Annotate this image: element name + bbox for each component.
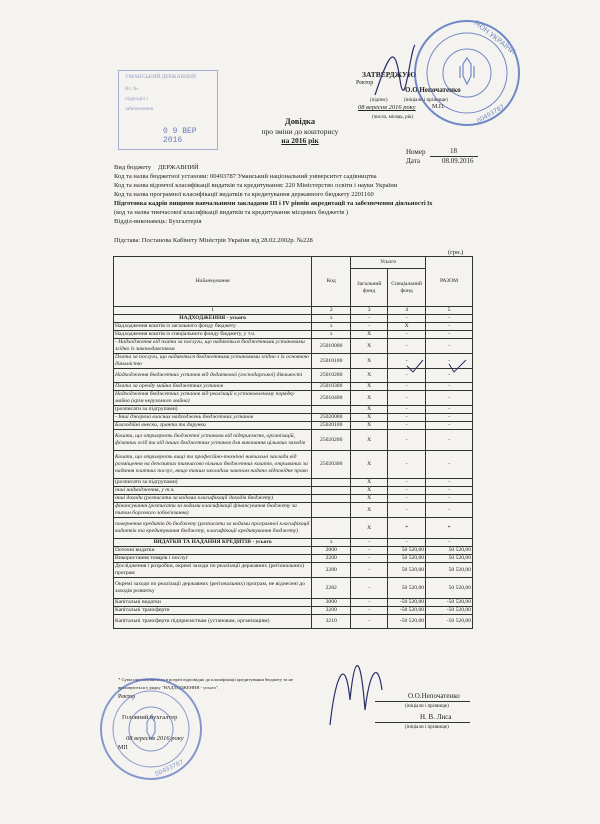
table-row <box>114 414 473 422</box>
row-name: Надходження коштів із загального фонду бюджету <box>114 323 312 331</box>
received-stamp-line: підрозділ з <box>125 97 149 102</box>
table-row <box>114 323 473 331</box>
row-special: - <box>388 422 426 430</box>
table-row <box>114 518 473 539</box>
row-special: 50 520,00 <box>388 555 426 563</box>
doc-year: на 2016 рік <box>281 136 319 145</box>
row-total: - <box>426 539 473 547</box>
table-row <box>114 315 473 323</box>
budget-label: Вид бюджету <box>114 164 152 171</box>
row-code: 25020100 <box>312 422 351 430</box>
official-seal-top <box>412 18 522 128</box>
approval-date: 08 вересня 2016 року <box>358 104 416 111</box>
row-special: - <box>388 331 426 339</box>
approval-title: ЗАТВЕРДЖУЮ <box>362 70 416 79</box>
row-general: Х <box>351 339 388 354</box>
table-row <box>114 578 473 599</box>
row-total: - <box>426 391 473 406</box>
table-index-row <box>114 307 473 315</box>
table-row <box>114 391 473 406</box>
row-name: Окремі заходи по реалізації державних (регіональних) програм, не віднесені до заходів розвитку <box>114 578 312 599</box>
row-code: 25020000 <box>312 414 351 422</box>
row-name: (розписати за підгрупами) <box>114 479 312 487</box>
row-general: - <box>351 555 388 563</box>
executor-line: Відділ-виконавець: Бухгалтерія <box>114 218 202 225</box>
row-total: - <box>426 503 473 518</box>
row-total: 50 520,00 <box>426 555 473 563</box>
table-row <box>114 555 473 563</box>
row-name: - Інші джерела власних надходжень бюджетних установ <box>114 414 312 422</box>
table-row <box>114 422 473 430</box>
row-general: Х <box>351 479 388 487</box>
currency-label: (грн.) <box>448 249 464 256</box>
svg-text:00493787: 00493787 <box>154 758 185 779</box>
row-total: 50 520,00 <box>426 578 473 599</box>
row-code: х <box>312 315 351 323</box>
table-row <box>114 607 473 615</box>
footer-signature <box>320 640 390 730</box>
row-total: - <box>426 430 473 451</box>
row-name: Дослідження і розробки, окремі заходи по реалізації державних (регіональних) програм <box>114 563 312 578</box>
index-cell: 2 <box>312 307 351 315</box>
row-code <box>312 495 351 503</box>
row-total: 50 520,00 <box>426 547 473 555</box>
row-code <box>312 406 351 414</box>
table-row <box>114 563 473 578</box>
row-general: Х <box>351 422 388 430</box>
row-general: - <box>351 315 388 323</box>
row-code: 2000 <box>312 547 351 555</box>
received-stamp <box>118 70 218 150</box>
row-code: 25020200 <box>312 430 351 451</box>
approval-name: О.О.Непочатенко <box>405 86 461 94</box>
table-row <box>114 503 473 518</box>
doc-subtitle: про зміни до кошторису <box>261 127 339 136</box>
header-sum: РАЗОМ <box>426 257 473 307</box>
row-special: - <box>388 383 426 391</box>
row-name: Поточні видатки <box>114 547 312 555</box>
footnote-line-2: враховуються у рядку "НАДХОДЖЕННЯ - усього". <box>118 685 220 690</box>
date-value: 08.09.2016 <box>442 157 474 165</box>
row-total: -50 520,00 <box>426 599 473 607</box>
row-name: інші надходження, у т.ч. <box>114 487 312 495</box>
row-name: Кошти, що отримують вищі та професійно-технічні навчальні заклади від розміщення на депозитах тимчасово вільних бюджетних коштів, отриманих за надання платних послуг, якщо таким закладам законом надано відповідне право <box>114 451 312 479</box>
row-general: Х <box>351 503 388 518</box>
budget-value: ДЕРЖАВНИЙ <box>158 164 199 171</box>
row-total: - <box>426 422 473 430</box>
changes-table <box>113 256 473 629</box>
row-special: Х <box>388 323 426 331</box>
row-special: - <box>388 503 426 518</box>
footer-rector-hint: (ініціали і прізвище) <box>405 704 449 709</box>
table-body <box>114 257 473 629</box>
row-special: - <box>388 414 426 422</box>
row-special: 50 520,00 <box>388 578 426 599</box>
row-name: Благодійні внески, гранти та дарунки <box>114 422 312 430</box>
row-total: -50 520,00 <box>426 607 473 615</box>
row-code: 25020300 <box>312 451 351 479</box>
row-code: 3210 <box>312 615 351 629</box>
date-label: Дата <box>406 157 420 165</box>
row-total: - <box>426 495 473 503</box>
row-total: - <box>426 383 473 391</box>
row-name: повернення кредитів до бюджету (розписати за кодами програмної класифікації видатків та кредитування бюджету, класифікації кредитування бюджету) <box>114 518 312 539</box>
table-row <box>114 479 473 487</box>
header-general: Загальний фонд <box>351 269 388 307</box>
table-row <box>114 406 473 414</box>
row-special: -50 520,00 <box>388 615 426 629</box>
row-general: - <box>351 607 388 615</box>
header-name: Найменування <box>114 257 312 307</box>
row-special: * <box>388 518 426 539</box>
row-total: - <box>426 323 473 331</box>
row-general: Х <box>351 369 388 383</box>
row-special: - <box>388 369 426 383</box>
row-general: - <box>351 563 388 578</box>
table-row <box>114 339 473 354</box>
row-general: - <box>351 547 388 555</box>
row-total: - <box>426 487 473 495</box>
footer-chief-label: Головний бухгалтер <box>122 714 178 721</box>
table-row <box>114 487 473 495</box>
approval-rector: Ректор <box>356 80 374 86</box>
row-code: 2200 <box>312 555 351 563</box>
row-general: Х <box>351 451 388 479</box>
local-budget-line: (код та назва тимчасової класифікації видатків та кредитування місцевих бюджетів ) <box>114 209 349 216</box>
approval-date-hint: (число, місяць, рік) <box>372 115 414 120</box>
row-special: - <box>388 391 426 406</box>
row-general: Х <box>351 331 388 339</box>
row-name: Плата за послуги, що надаються бюджетними установами згідно з їх основною діяльністю <box>114 354 312 369</box>
number-label: Номер <box>406 148 426 156</box>
row-name: - Надходження від плати за послуги, що надаються бюджетними установами згідно із законодавством <box>114 339 312 354</box>
row-special: 50 520,00 <box>388 547 426 555</box>
program-code-line: Код та назва програмної класифікації видатків та кредитування державного бюджету 2201160 <box>114 191 374 198</box>
table-row <box>114 599 473 607</box>
row-total: - <box>426 406 473 414</box>
row-special: -50 520,00 <box>388 607 426 615</box>
row-general: Х <box>351 430 388 451</box>
row-code: 25010100 <box>312 354 351 369</box>
table-header-row <box>114 257 473 269</box>
check-marks <box>405 358 475 378</box>
row-name: Капітальні видатки <box>114 599 312 607</box>
row-code: 3200 <box>312 607 351 615</box>
table-row <box>114 539 473 547</box>
index-cell: 4 <box>388 307 426 315</box>
row-total: - <box>426 451 473 479</box>
row-general: Х <box>351 383 388 391</box>
row-general: Х <box>351 391 388 406</box>
row-code: 25010300 <box>312 383 351 391</box>
svg-text:МОН УКРАЇНИ: МОН УКРАЇНИ <box>472 19 517 57</box>
footer-rector-name: О.О.Непочатенко <box>408 692 460 700</box>
approval-mp: М.П. <box>432 104 445 110</box>
row-name: Кошти, що отримують бюджетні установи від підприємств, організацій, фізичних осіб та від інших бюджетних установ для виконання цільових заходів <box>114 430 312 451</box>
row-total: - <box>426 369 473 383</box>
row-general: - <box>351 539 388 547</box>
row-general: Х <box>351 495 388 503</box>
row-code: 25010200 <box>312 369 351 383</box>
row-name: НАДХОДЖЕННЯ - усього <box>114 315 312 323</box>
table-row <box>114 331 473 339</box>
header-total-group: Усього <box>351 257 426 269</box>
row-special: - <box>388 354 426 369</box>
row-total: - <box>426 479 473 487</box>
footer-mp: МП <box>118 745 128 751</box>
table-row <box>114 430 473 451</box>
institution-line: Код та назва бюджетної установи: 00493787 Уманський національний університет садівництва <box>114 173 377 180</box>
row-special: - <box>388 451 426 479</box>
approval-initials-hint: (ініціали і прізвище) <box>404 98 448 103</box>
row-special: 50 520,00 <box>388 563 426 578</box>
basis-line: Підстава: Постанова Кабінету Міністрів України від 28.02.2002р. №228 <box>114 237 313 244</box>
index-cell: 5 <box>426 307 473 315</box>
table-row <box>114 547 473 555</box>
row-total: * <box>426 518 473 539</box>
footer-rector-label: Ректор <box>118 694 136 700</box>
row-general: - <box>351 615 388 629</box>
row-code: 2282 <box>312 578 351 599</box>
row-code: х <box>312 323 351 331</box>
row-code: х <box>312 539 351 547</box>
received-stamp-line: забезпечення <box>125 107 154 112</box>
row-special: -50 520,00 <box>388 599 426 607</box>
table-row <box>114 451 473 479</box>
row-name: Плата за оренду майна бюджетних установ <box>114 383 312 391</box>
row-name: ВИДАТКИ ТА НАДАННЯ КРЕДИТІВ - усього <box>114 539 312 547</box>
program-name-line: Підготовка кадрів вищими навчальними закладами ІІІ і IV рівнів акредитації та забезпечення діяльності їх <box>114 200 433 207</box>
row-general: Х <box>351 354 388 369</box>
row-code <box>312 518 351 539</box>
row-code: 25010400 <box>312 391 351 406</box>
table-row <box>114 383 473 391</box>
table-row <box>114 615 473 629</box>
table-row <box>114 495 473 503</box>
row-code: 25010000 <box>312 339 351 354</box>
row-total: - <box>426 331 473 339</box>
received-stamp-date: 0 9 ВЕР 2016 <box>163 127 197 145</box>
row-code <box>312 479 351 487</box>
row-code: х <box>312 331 351 339</box>
row-code <box>312 503 351 518</box>
row-name: Надходження коштів із спеціального фонду бюджету, у т.ч. <box>114 331 312 339</box>
row-name: інші доходи (розписати за кодами класифікації доходів бюджету) <box>114 495 312 503</box>
row-name: Капітальні трансферти підприємствам (установам, організаціям) <box>114 615 312 629</box>
number-value: 18 <box>450 147 457 155</box>
doc-title: Довідка <box>284 116 316 126</box>
row-total: - <box>426 414 473 422</box>
header-code: Код <box>312 257 351 307</box>
received-stamp-line: Вх. № <box>125 87 139 92</box>
row-general: Х <box>351 487 388 495</box>
row-total: 50 520,00 <box>426 563 473 578</box>
row-name: Капітальні трансферти <box>114 607 312 615</box>
svg-text:00493787: 00493787 <box>475 103 506 125</box>
approval-sign-hint: (підпис) <box>370 98 388 103</box>
row-special: - <box>388 539 426 547</box>
row-special: - <box>388 406 426 414</box>
received-stamp-top: УМАНСЬКИЙ ДЕРЖАВНИЙ <box>125 74 197 80</box>
footer-chief-hint: (ініціали і прізвище) <box>405 725 449 730</box>
row-total: - <box>426 315 473 323</box>
department-line: Код та назва відомчої класифікації видатків та кредитування: 220 Міністерство освіти і науки України <box>114 182 398 189</box>
row-general: - <box>351 578 388 599</box>
row-special: - <box>388 495 426 503</box>
index-cell: 1 <box>114 307 312 315</box>
row-special: - <box>388 430 426 451</box>
row-name: Надходження бюджетних установ від реалізації в установленому порядку майна (крім нерухомого майна) <box>114 391 312 406</box>
row-general: Х <box>351 406 388 414</box>
row-special: - <box>388 479 426 487</box>
row-special: - <box>388 487 426 495</box>
row-total: -50 520,00 <box>426 615 473 629</box>
row-general: Х <box>351 518 388 539</box>
row-total: - <box>426 354 473 369</box>
row-name: (розписати за підгрупами) <box>114 406 312 414</box>
row-name: Використання товарів і послуг <box>114 555 312 563</box>
row-code <box>312 487 351 495</box>
row-code: 2280 <box>312 563 351 578</box>
row-total: - <box>426 339 473 354</box>
header-special: Спеціальний фонд <box>388 269 426 307</box>
footer-chief-name: Н. В. Лиса <box>420 713 452 721</box>
index-cell: 3 <box>351 307 388 315</box>
official-seal-bottom <box>98 676 204 782</box>
footer-date: 08 вересня 2016 року <box>126 735 184 742</box>
row-name: фінансування (розписати за кодами класифікації фінансування бюджету за типом боргового зобов'язання) <box>114 503 312 518</box>
footnote-line-1: * Суми проставляються в розрізі відповідно до класифікації кредитування бюджету та не <box>118 677 293 682</box>
row-code: 3000 <box>312 599 351 607</box>
row-general: Х <box>351 414 388 422</box>
row-general: - <box>351 599 388 607</box>
row-special: - <box>388 339 426 354</box>
rector-signature <box>370 40 420 100</box>
row-special: - <box>388 315 426 323</box>
row-name: Надходження бюджетних установ від додаткової (господарської) діяльності <box>114 369 312 383</box>
row-general: - <box>351 323 388 331</box>
